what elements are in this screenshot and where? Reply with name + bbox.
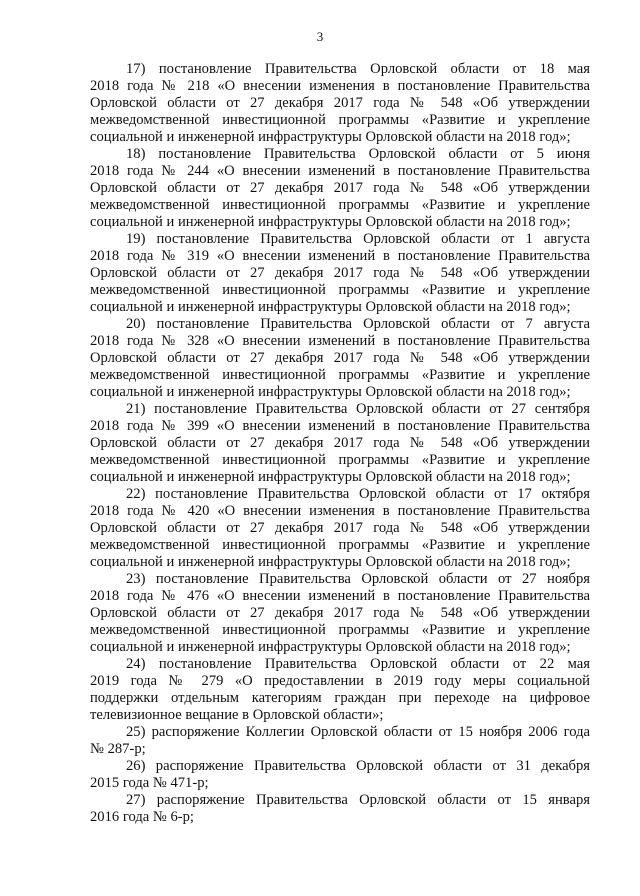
list-item-line: 2018 года № 399 «О внесении изменений в постановление Правительства xyxy=(90,418,590,434)
page-number: 3 xyxy=(316,29,324,44)
document-body xyxy=(90,61,590,826)
list-item-line: Орловской области от 27 декабря 2017 года № 548 «Об утверждении xyxy=(90,435,590,451)
list-item-line: 19) постановление Правительства Орловской области от 1 августа xyxy=(126,231,590,247)
list-item-line: Орловской области от 27 декабря 2017 года № 548 «Об утверждении xyxy=(90,520,590,536)
list-item-line: 23) постановление Правительства Орловской области от 27 ноября xyxy=(126,571,590,587)
list-item-line: 2018 года № 476 «О внесении изменений в постановление Правительства xyxy=(90,588,590,604)
list-item xyxy=(90,486,590,571)
list-item-line: 2018 года № 319 «О внесении изменений в постановление Правительства xyxy=(90,248,590,264)
list-item-line: 27) распоряжение Правительства Орловской области от 15 января xyxy=(126,792,590,808)
list-item-line: Орловской области от 27 декабря 2017 года № 548 «Об утверждении xyxy=(90,605,590,621)
list-item-line: межведомственной инвестиционной программы «Развитие и укрепление xyxy=(90,537,590,553)
list-item-line: межведомственной инвестиционной программы «Развитие и укрепление xyxy=(90,197,590,213)
list-item-line: поддержки отдельным категориям граждан при переходе на цифровое xyxy=(90,690,590,706)
list-item-line: телевизионное вещание в Орловской области»; xyxy=(90,707,384,723)
list-item-line: межведомственной инвестиционной программы «Развитие и укрепление xyxy=(90,367,590,383)
list-item-line: 2018 года № 244 «О внесении изменений в постановление Правительства xyxy=(90,163,590,179)
list-item-line: межведомственной инвестиционной программы «Развитие и укрепление xyxy=(90,452,590,468)
list-item xyxy=(90,231,590,316)
list-item-line: Орловской области от 27 декабря 2017 года № 548 «Об утверждении xyxy=(90,95,590,111)
list-item-line: Орловской области от 27 декабря 2017 года № 548 «Об утверждении xyxy=(90,180,590,196)
list-item-line: социальной и инженерной инфраструктуры Орловской области на 2018 год»; xyxy=(90,299,571,315)
list-item-line: 21) постановление Правительства Орловской области от 27 сентября xyxy=(126,401,590,417)
list-item-line: Орловской области от 27 декабря 2017 года № 548 «Об утверждении xyxy=(90,350,590,366)
list-item-line: межведомственной инвестиционной программы «Развитие и укрепление xyxy=(90,282,590,298)
list-item xyxy=(90,61,590,146)
list-item xyxy=(90,656,590,724)
list-item xyxy=(90,792,590,826)
list-item xyxy=(90,401,590,486)
list-item xyxy=(90,316,590,401)
list-item xyxy=(90,146,590,231)
list-item-line: 22) постановление Правительства Орловской области от 17 октября xyxy=(126,486,590,502)
list-item-line: социальной и инженерной инфраструктуры Орловской области на 2018 год»; xyxy=(90,214,571,230)
list-item-line: социальной и инженерной инфраструктуры Орловской области на 2018 год»; xyxy=(90,639,571,655)
list-item-line: 2018 года № 420 «О внесении изменения в постановление Правительства xyxy=(90,503,590,519)
list-item-line: 2016 года № 6-р; xyxy=(90,809,194,825)
list-item-line: межведомственной инвестиционной программы «Развитие и укрепление xyxy=(90,622,590,638)
list-item-line: Орловской области от 27 декабря 2017 года № 548 «Об утверждении xyxy=(90,265,590,281)
list-item-line: 17) постановление Правительства Орловской области от 18 мая xyxy=(126,61,590,77)
list-item xyxy=(90,571,590,656)
list-item-line: 2015 года № 471-р; xyxy=(90,775,209,791)
list-item-line: социальной и инженерной инфраструктуры Орловской области на 2018 год»; xyxy=(90,554,571,570)
list-item-line: 25) распоряжение Коллегии Орловской области от 15 ноября 2006 года xyxy=(126,724,590,740)
list-item-line: 26) распоряжение Правительства Орловской области от 31 декабря xyxy=(126,758,590,774)
list-item-line: 24) постановление Правительства Орловской области от 22 мая xyxy=(126,656,590,672)
list-item-line: 18) постановление Правительства Орловской области от 5 июня xyxy=(126,146,590,162)
list-item-line: 2018 года № 218 «О внесении изменения в постановление Правительства xyxy=(90,78,590,94)
list-item-line: социальной и инженерной инфраструктуры Орловской области на 2018 год»; xyxy=(90,469,571,485)
list-item-line: социальной и инженерной инфраструктуры Орловской области на 2018 год»; xyxy=(90,129,571,145)
list-item-line: 2019 года № 279 «О предоставлении в 2019 году меры социальной xyxy=(90,673,590,689)
list-item-line: 20) постановление Правительства Орловской области от 7 августа xyxy=(126,316,590,332)
list-item-line: 2018 года № 328 «О внесении изменений в постановление Правительства xyxy=(90,333,590,349)
list-item-line: социальной и инженерной инфраструктуры Орловской области на 2018 год»; xyxy=(90,384,571,400)
list-item-line: межведомственной инвестиционной программы «Развитие и укрепление xyxy=(90,112,590,128)
list-item xyxy=(90,758,590,792)
list-item-line: № 287-р; xyxy=(90,741,146,757)
list-item xyxy=(90,724,590,758)
